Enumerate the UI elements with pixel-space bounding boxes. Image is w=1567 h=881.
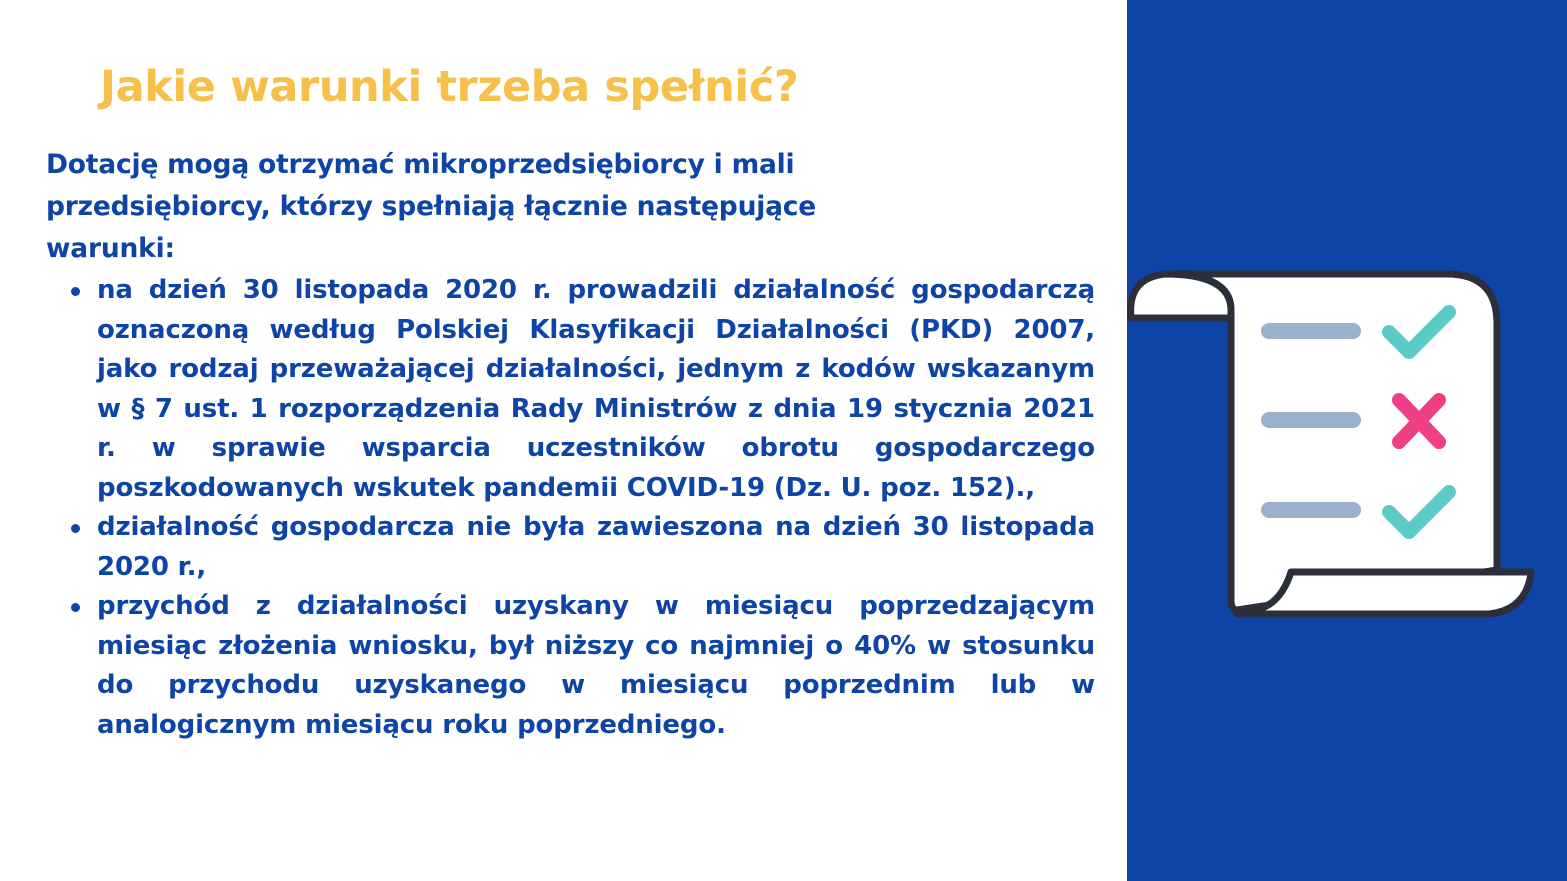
slide-title: Jakie warunki trzeba spełnić?	[100, 62, 799, 112]
condition-text: przychód z działalności uzyskany w miesiącu poprzedzającym miesiąc złożenia wniosku, był niższy co najmniej o 40% w stosunku do przychodu uzyskanego w miesiącu poprzednim lub w analogicznym miesiącu roku poprzedniego.	[97, 591, 1095, 740]
bullet-icon	[71, 524, 80, 533]
bullet-icon	[71, 287, 80, 296]
intro-paragraph: Dotację mogą otrzymać mikroprzedsiębiorcy i mali przedsiębiorcy, którzy spełniają łącznie następujące warunki:	[46, 149, 817, 264]
condition-item	[97, 587, 1095, 745]
condition-item	[97, 508, 1095, 587]
condition-text: działalność gospodarcza nie była zawieszona na dzień 30 listopada 2020 r.,	[97, 512, 1095, 582]
bullet-icon	[71, 603, 80, 612]
checklist-scroll-icon	[1127, 260, 1537, 625]
condition-item	[97, 271, 1095, 508]
scroll-top-curl	[1131, 274, 1231, 318]
conditions-list	[97, 271, 1095, 745]
condition-text: na dzień 30 listopada 2020 r. prowadzili działalność gospodarczą oznaczoną według Polskiej Klasyfikacji Działalności (PKD) 2007, jako rodzaj przeważającej działalności, jednym z kodów wskazanym w § 7 ust. 1 rozporządzenia Rady Ministrów z dnia 19 stycznia 2021 r. w sprawie wsparcia uczestników obrotu gospodarczego poszkodowanych wskutek pandemii COVID-19 (Dz. U. poz. 152).,	[97, 275, 1095, 503]
